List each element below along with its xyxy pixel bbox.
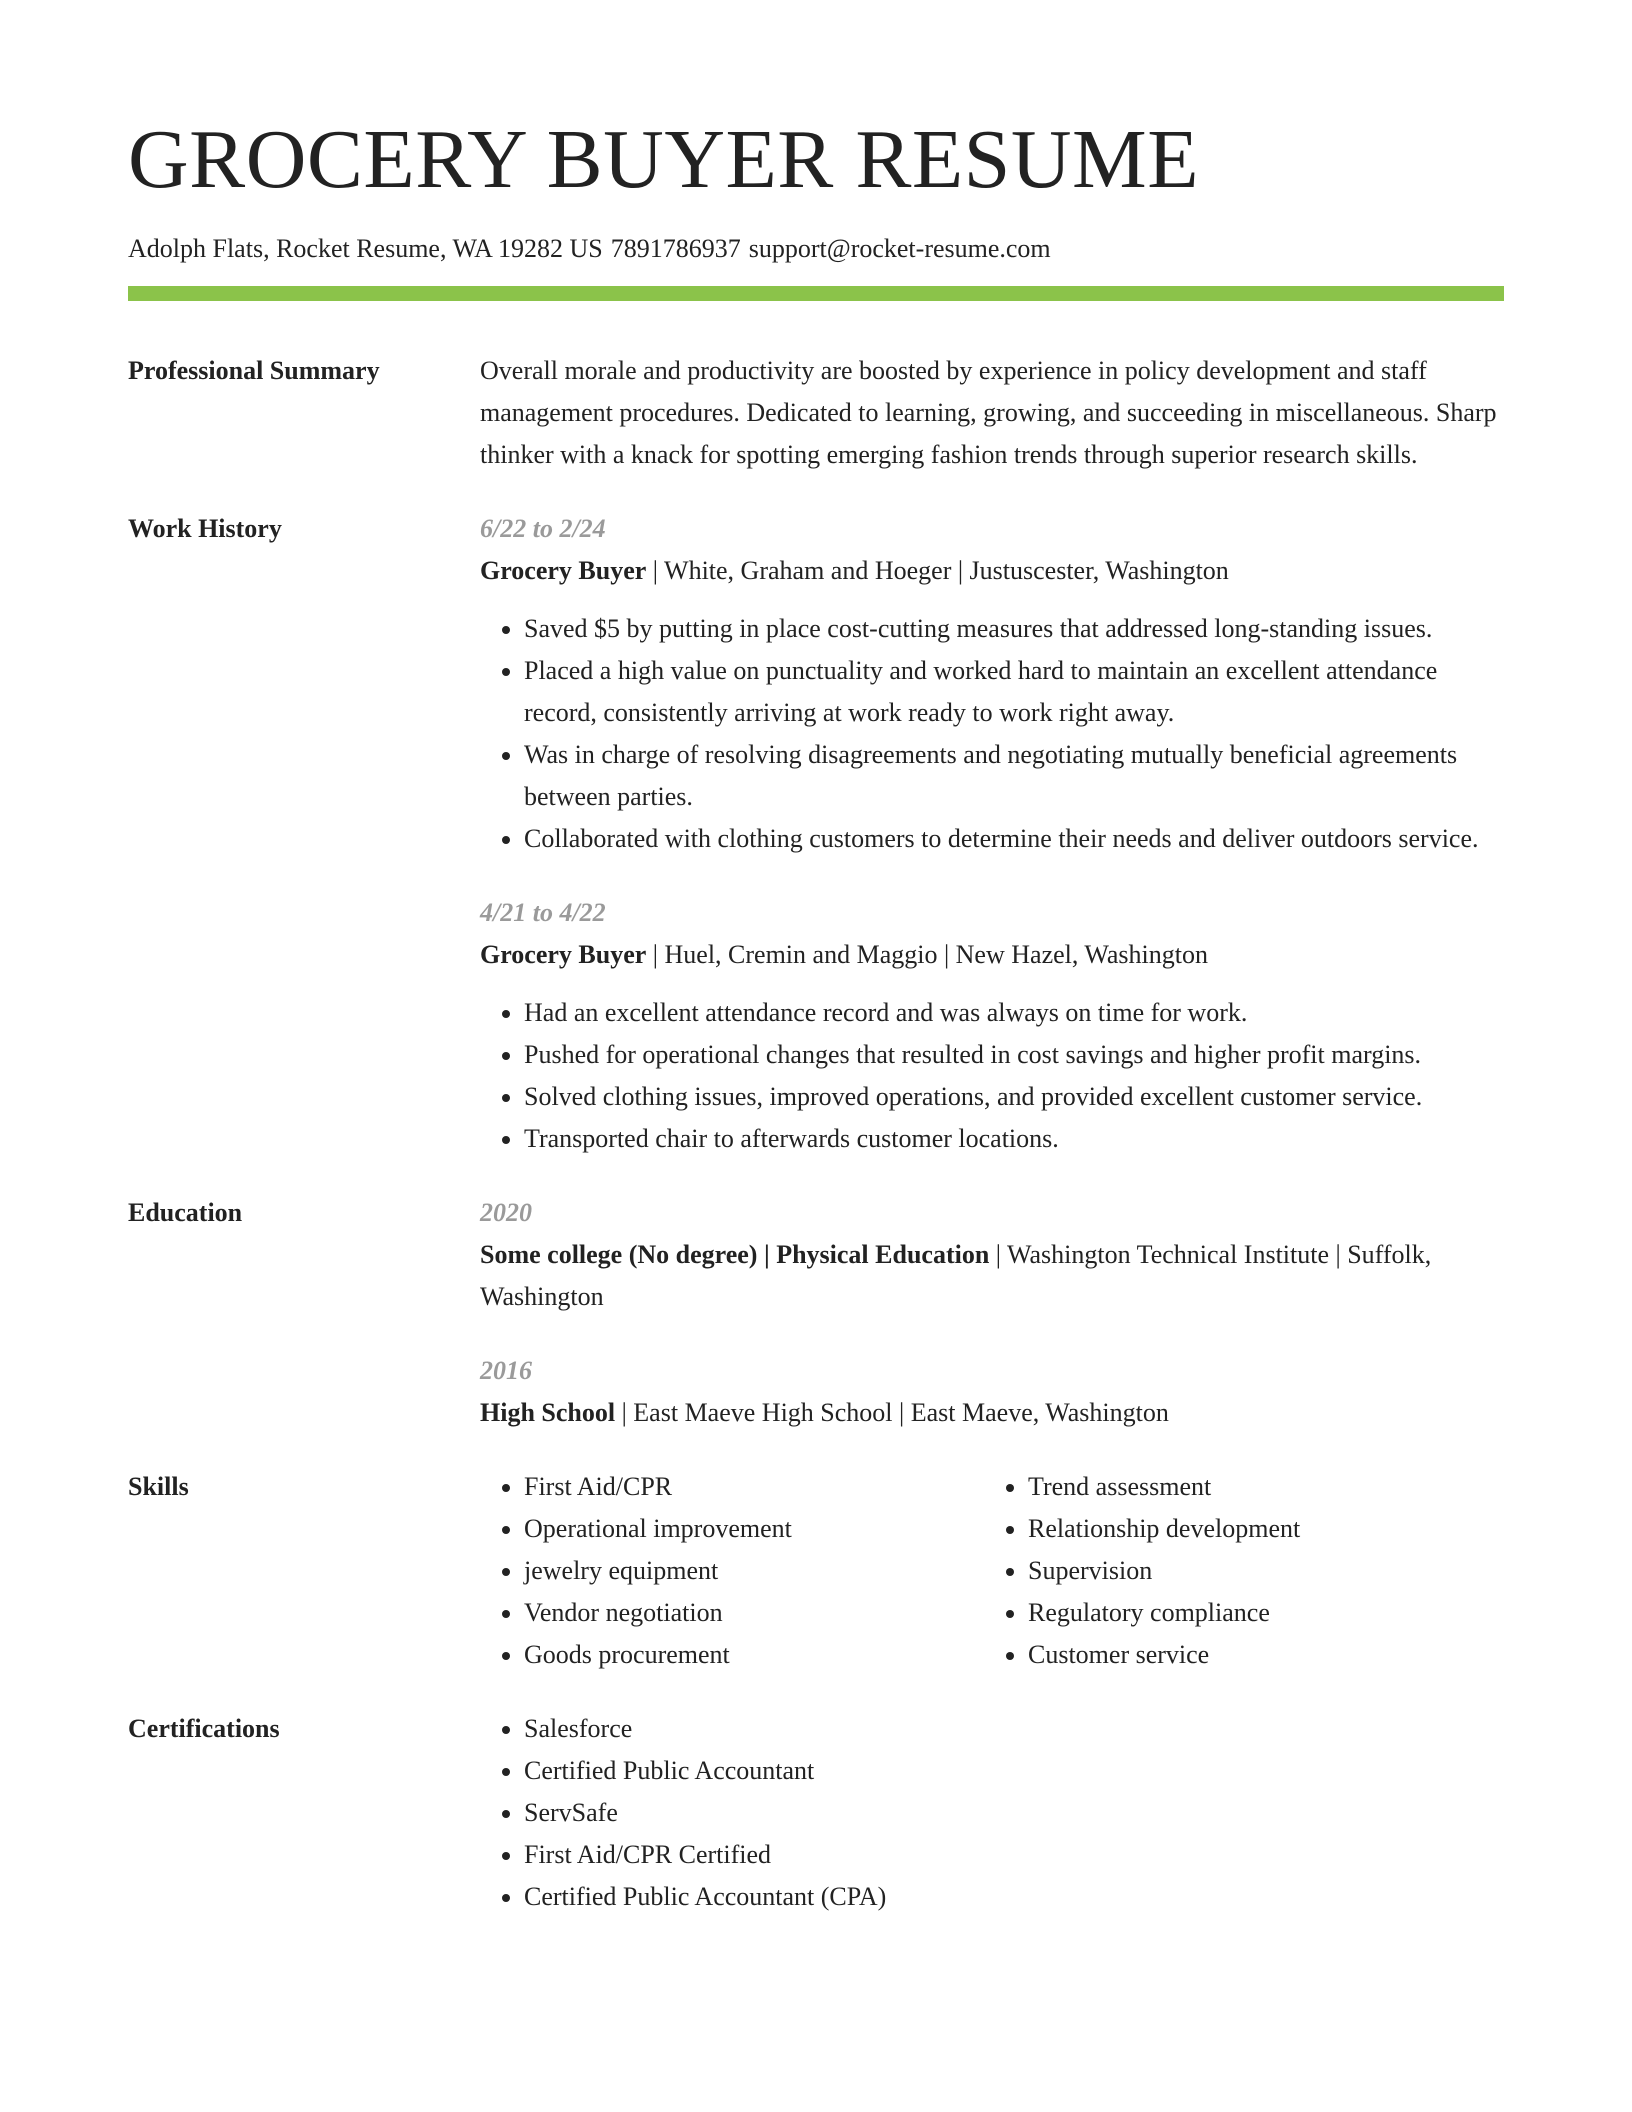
skill-item: • Goods procurement bbox=[524, 1634, 984, 1676]
job-bullet: • Had an excellent attendance record and was always on time for work. bbox=[524, 992, 1504, 1034]
job-entry bbox=[480, 508, 1504, 860]
work-history-section bbox=[128, 508, 1504, 1160]
education-heading bbox=[480, 1392, 1504, 1434]
education-label: Education bbox=[128, 1198, 243, 1227]
education-entry bbox=[480, 1350, 1504, 1434]
summary-label: Professional Summary bbox=[128, 356, 380, 385]
contact-email[interactable]: support@rocket-resume.com bbox=[748, 234, 1051, 263]
certifications-body bbox=[480, 1708, 1504, 1918]
summary-text: Overall morale and productivity are boosted by experience in policy development and staff management procedures. Dedicated to learning, growing, and succeeding in miscellaneous. Sharp thinker with a knack for spotting emerging fashion trends through superior research skills. bbox=[480, 356, 1497, 469]
certifications-section bbox=[128, 1708, 1504, 1918]
job-bullet: • Was in charge of resolving disagreements and negotiating mutually beneficial agreements between parties. bbox=[524, 734, 1504, 818]
skill-item: • Vendor negotiation bbox=[524, 1592, 984, 1634]
skills-list-right bbox=[984, 1466, 1488, 1676]
job-bullet: • Collaborated with clothing customers to determine their needs and deliver outdoors service. bbox=[524, 818, 1504, 860]
skills-list-left bbox=[480, 1466, 984, 1676]
job-bullet: • Transported chair to afterwards customer locations. bbox=[524, 1118, 1504, 1160]
summary-section bbox=[128, 350, 1504, 476]
skill-item: • First Aid/CPR bbox=[524, 1466, 984, 1508]
work-history-label: Work History bbox=[128, 514, 282, 543]
contact-phone: 7891786937 bbox=[610, 234, 741, 263]
summary-body bbox=[480, 350, 1504, 476]
job-dates: 4/21 to 4/22 bbox=[480, 898, 606, 927]
skills-body bbox=[480, 1466, 1504, 1676]
education-section bbox=[128, 1192, 1504, 1434]
job-bullet: • Placed a high value on punctuality and worked hard to maintain an excellent attendance record, consistently arriving at work ready to work right away. bbox=[524, 650, 1504, 734]
education-body bbox=[480, 1192, 1504, 1434]
education-year: 2020 bbox=[480, 1198, 532, 1227]
skill-item: • Regulatory compliance bbox=[1028, 1592, 1488, 1634]
job-bullets bbox=[480, 992, 1504, 1160]
education-degree: High School bbox=[480, 1398, 616, 1427]
accent-divider bbox=[128, 286, 1504, 301]
education-entry bbox=[480, 1192, 1504, 1318]
education-degree: Some college (No degree) | Physical Education bbox=[480, 1240, 990, 1269]
job-bullet: • Saved $5 by putting in place cost-cutting measures that addressed long-standing issues. bbox=[524, 608, 1504, 650]
certifications-list bbox=[480, 1708, 1504, 1918]
job-heading bbox=[480, 550, 1504, 592]
job-bullets bbox=[480, 608, 1504, 860]
resume-sections bbox=[128, 350, 1504, 1950]
certification-item: • Certified Public Accountant bbox=[524, 1750, 1504, 1792]
work-history-body bbox=[480, 508, 1504, 1160]
certification-item: • Certified Public Accountant (CPA) bbox=[524, 1876, 1504, 1918]
job-bullet: • Pushed for operational changes that resulted in cost savings and higher profit margins. bbox=[524, 1034, 1504, 1076]
contact-address: Adolph Flats, Rocket Resume, WA 19282 US bbox=[128, 234, 603, 263]
skills-section bbox=[128, 1466, 1504, 1676]
resume-title: GROCERY BUYER RESUME bbox=[128, 113, 1200, 206]
job-title: Grocery Buyer bbox=[480, 940, 647, 969]
job-title: Grocery Buyer bbox=[480, 556, 647, 585]
job-dates: 6/22 to 2/24 bbox=[480, 514, 606, 543]
job-details: | Huel, Cremin and Maggio | New Hazel, Washington bbox=[646, 940, 1208, 969]
job-details: | White, Graham and Hoeger | Justuscester, Washington bbox=[646, 556, 1229, 585]
contact-line bbox=[128, 234, 1051, 264]
skills-label: Skills bbox=[128, 1472, 189, 1501]
skill-item: • Supervision bbox=[1028, 1550, 1488, 1592]
skill-item: • jewelry equipment bbox=[524, 1550, 984, 1592]
certification-item: • Salesforce bbox=[524, 1708, 1504, 1750]
skill-item: • Trend assessment bbox=[1028, 1466, 1488, 1508]
education-details: | Washington Technical Institute | Suffolk, Washington bbox=[480, 1240, 1432, 1311]
job-heading bbox=[480, 934, 1504, 976]
certification-item: • ServSafe bbox=[524, 1792, 1504, 1834]
skills-grid bbox=[480, 1466, 1504, 1676]
job-bullet: • Solved clothing issues, improved operations, and provided excellent customer service. bbox=[524, 1076, 1504, 1118]
education-details: | East Maeve High School | East Maeve, Washington bbox=[615, 1398, 1169, 1427]
skill-item: • Relationship development bbox=[1028, 1508, 1488, 1550]
education-year: 2016 bbox=[480, 1356, 532, 1385]
certification-item: • First Aid/CPR Certified bbox=[524, 1834, 1504, 1876]
skill-item: • Customer service bbox=[1028, 1634, 1488, 1676]
job-entry bbox=[480, 892, 1504, 1160]
certifications-label: Certifications bbox=[128, 1714, 280, 1743]
skill-item: • Operational improvement bbox=[524, 1508, 984, 1550]
education-heading bbox=[480, 1234, 1504, 1318]
